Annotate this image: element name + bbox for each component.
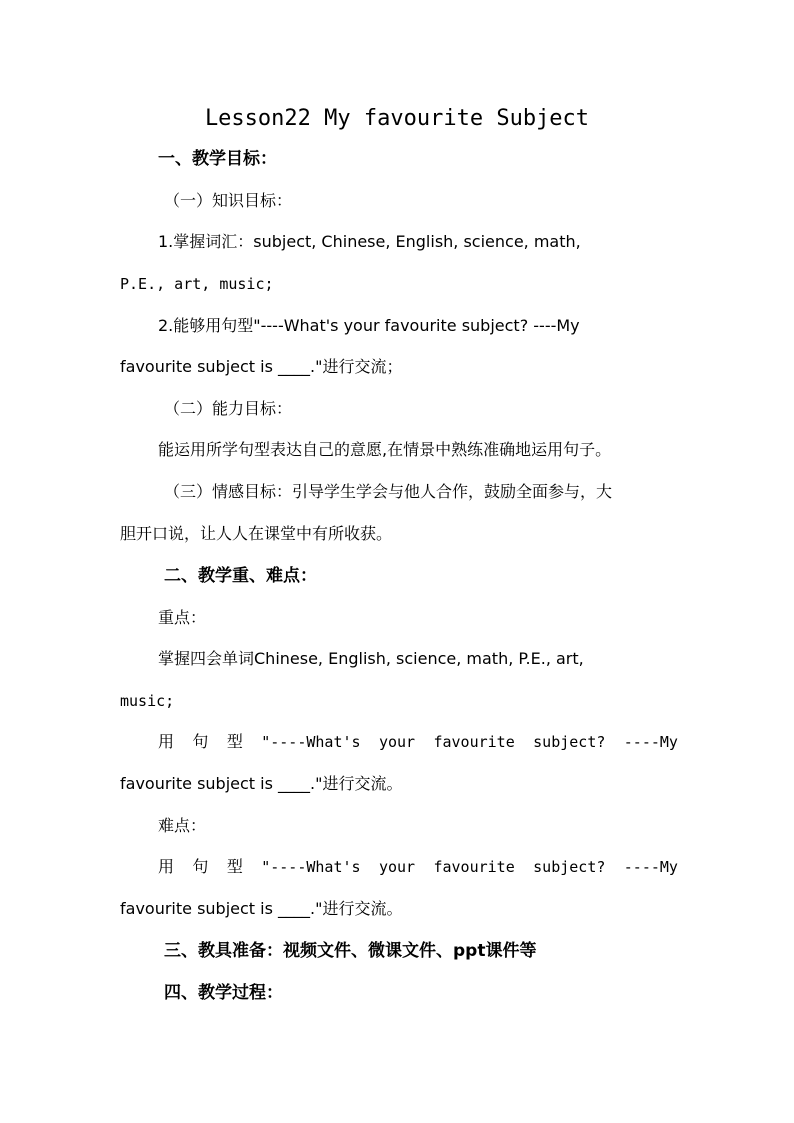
word: "----What's [261, 858, 361, 876]
word: 型 [226, 732, 243, 751]
key-points-label: 重点： [158, 608, 207, 627]
word: your [378, 858, 416, 876]
word: subject? [533, 733, 606, 751]
word: ----My [623, 858, 678, 876]
word: your [378, 733, 416, 751]
word: favourite [433, 733, 515, 751]
word: 型 [226, 857, 243, 876]
difficult-points-label: 难点： [158, 816, 207, 835]
word: favourite [433, 858, 515, 876]
word: subject? [533, 858, 606, 876]
teaching-process-heading: 四、教学过程： [164, 983, 283, 1003]
teaching-goals-heading: 一、教学目标： [158, 149, 277, 169]
lesson-title: Lesson22 My favourite Subject [204, 106, 590, 131]
word: "----What's [261, 733, 361, 751]
knowledge-item-1a-text: 1.掌握词汇：subject, Chinese, English, science, math, [158, 232, 581, 251]
knowledge-item-1a [158, 230, 718, 254]
key-points-sentence-pattern [158, 730, 678, 754]
emotion-goals-line-1: （三）情感目标：引导学生学会与他人合作，鼓励全面参与，大 [164, 482, 613, 501]
word: 用 [158, 857, 175, 876]
difficult-points-sentence-pattern [158, 855, 678, 879]
word: 句 [192, 857, 209, 876]
difficult-points-line-2: favourite subject is ____."进行交流。 [120, 899, 403, 918]
emotion-goals-line-2: 胆开口说，让人人在课堂中有所收获。 [120, 524, 393, 543]
key-difficult-heading: 二、教学重、难点： [164, 566, 317, 586]
knowledge-item-1b: P.E., art, music; [120, 275, 274, 293]
ability-goals-heading: （二）能力目标： [164, 399, 293, 418]
teaching-tools: 三、教具准备：视频文件、微课文件、ppt课件等 [164, 941, 537, 961]
knowledge-item-2a: 2.能够用句型"----What's your favourite subject? ----My [158, 316, 580, 335]
knowledge-goals-heading: （一）知识目标： [164, 191, 293, 210]
word: 用 [158, 732, 175, 751]
ability-goals-text: 能运用所学句型表达自己的意愿,在情景中熟练准确地运用句子。 [158, 440, 612, 459]
knowledge-item-2b: favourite subject is ____."进行交流； [120, 357, 403, 376]
key-points-line-4: favourite subject is ____."进行交流。 [120, 774, 403, 793]
key-points-line-1: 掌握四会单词Chinese, English, science, math, P.E., art, [158, 649, 584, 668]
word: ----My [623, 733, 678, 751]
key-points-line-2: music; [120, 692, 175, 710]
word: 句 [192, 732, 209, 751]
